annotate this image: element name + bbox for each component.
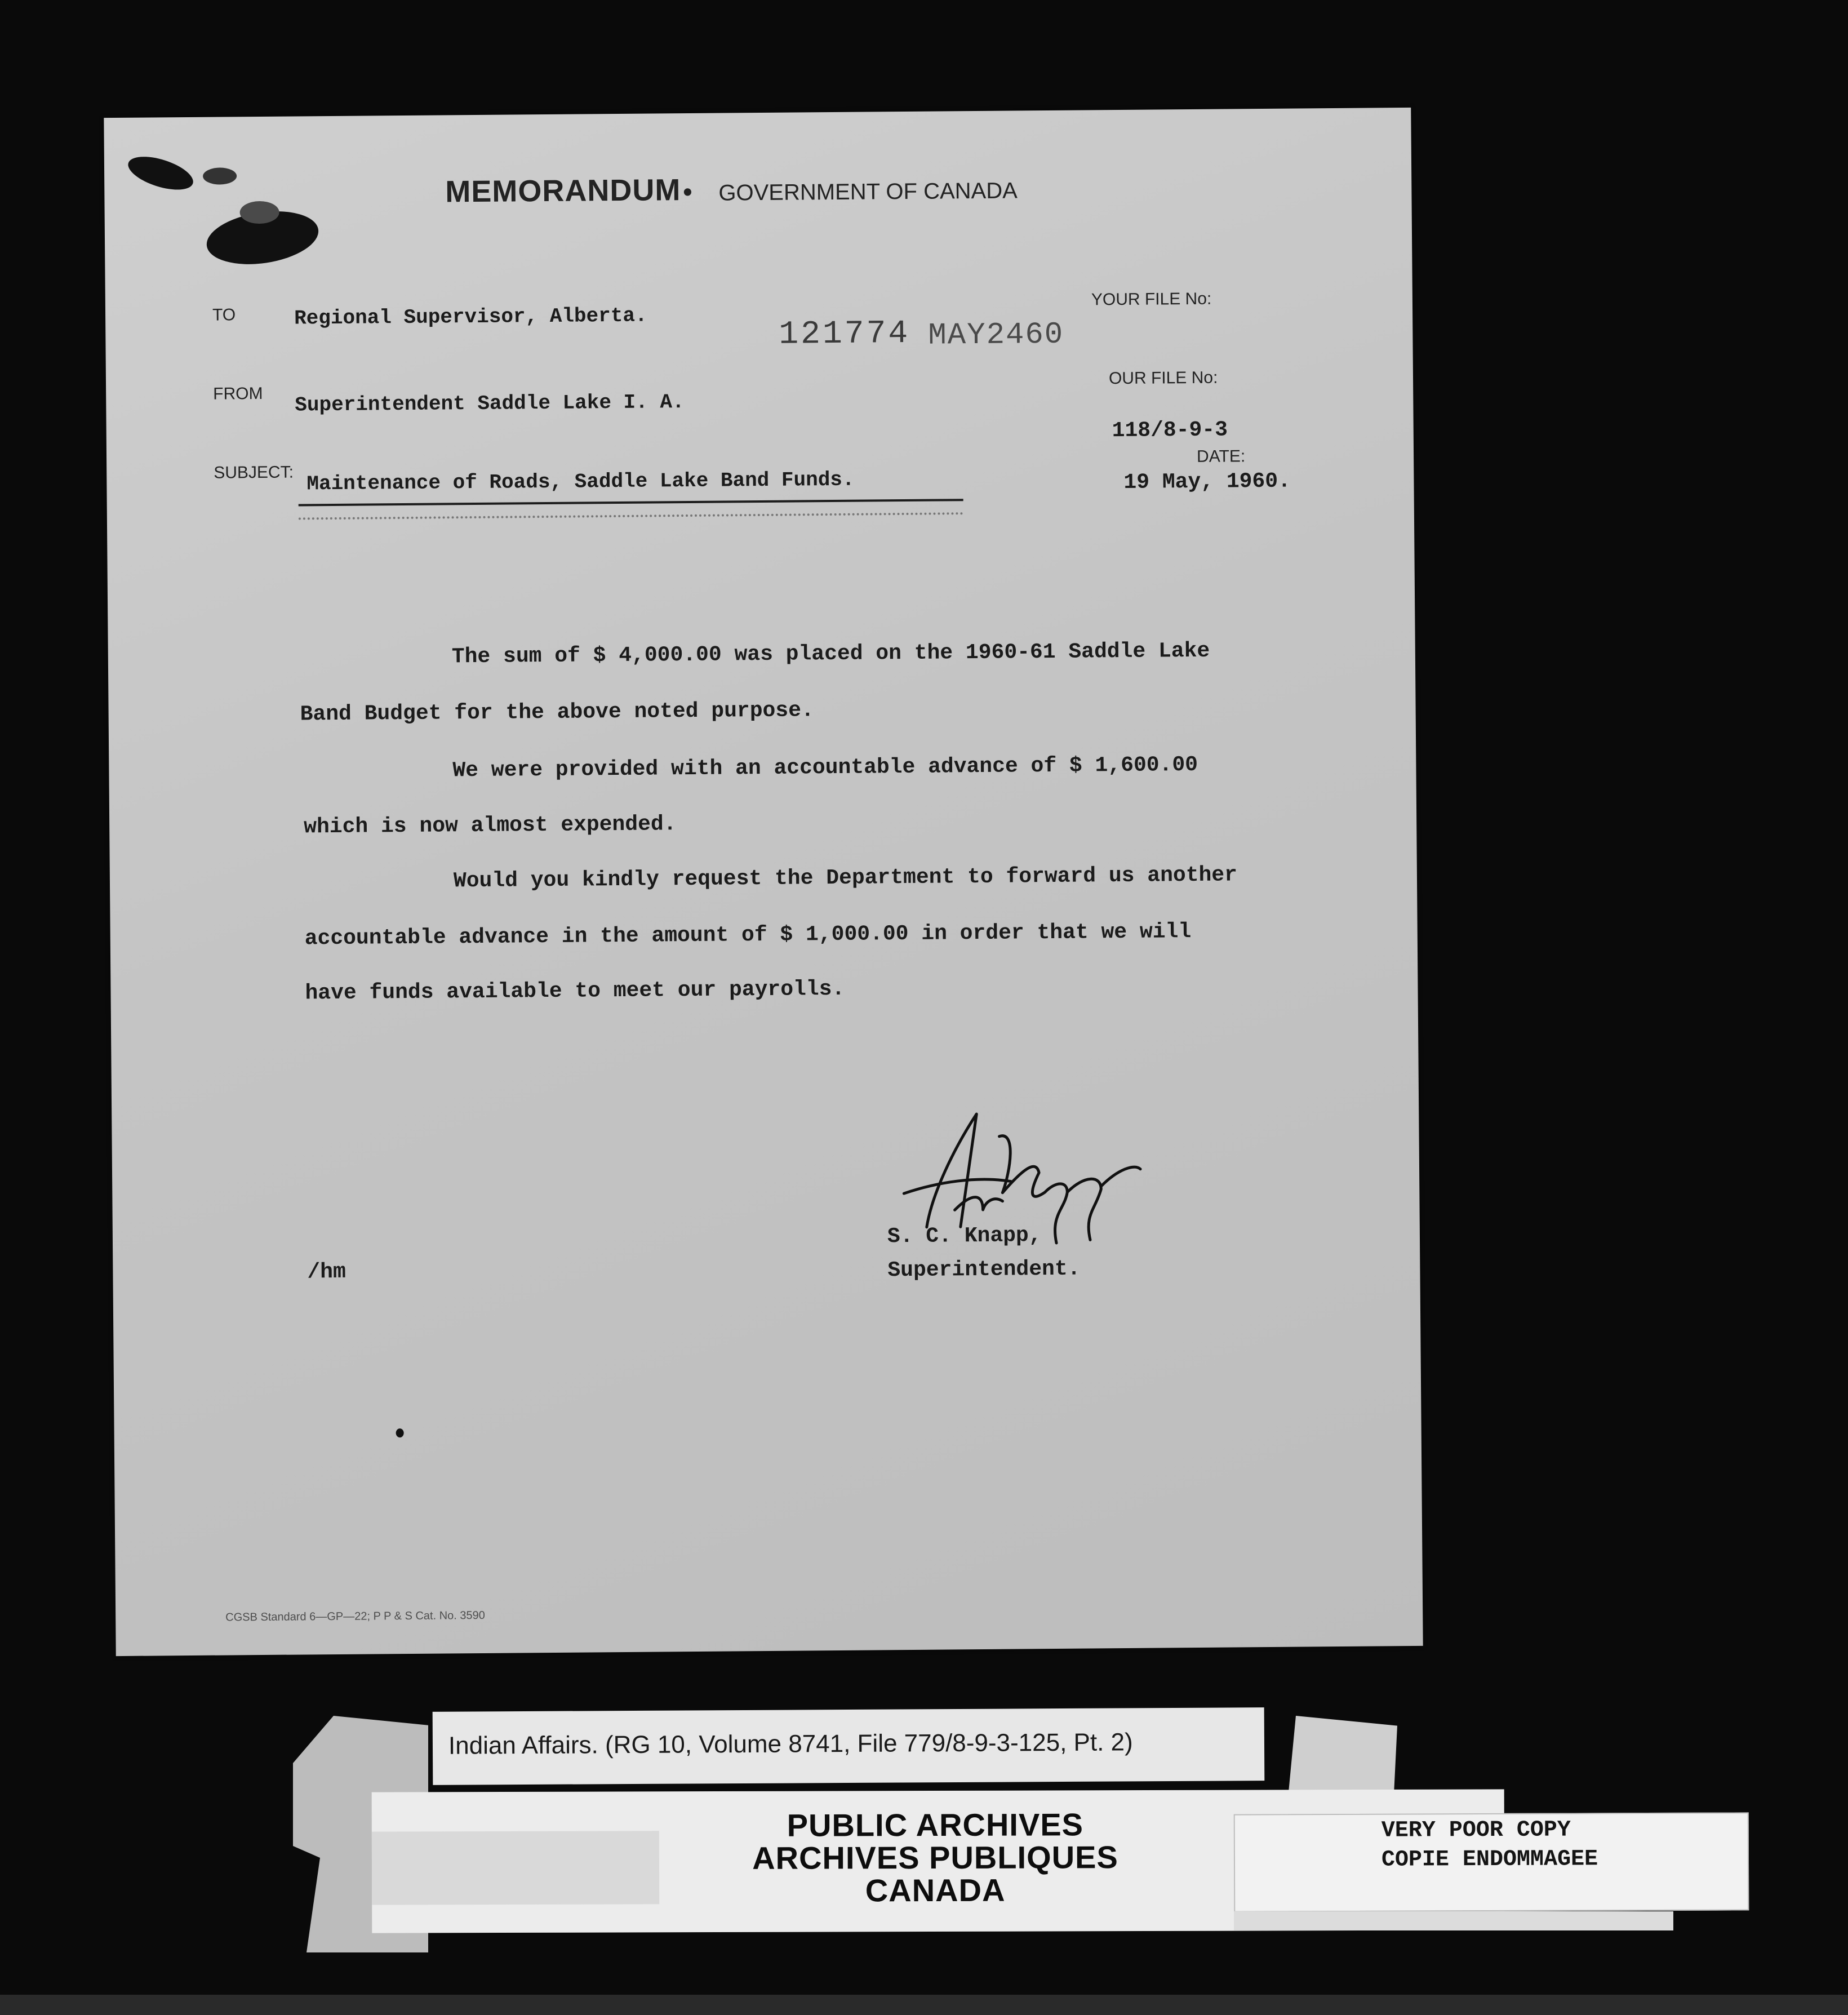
header-separator: • (683, 176, 692, 207)
signatory-name: S. C. Knapp, (887, 1223, 1042, 1249)
form-code: CGSB Standard 6—GP—22; P P & S Cat. No. 3590 (225, 1609, 485, 1624)
date-label: DATE: (1196, 447, 1246, 466)
dotted-rule (299, 512, 963, 520)
memo-title: MEMORANDUM (445, 173, 681, 209)
recipient: Regional Supervisor, Alberta. (294, 304, 647, 330)
archive-name-english: PUBLIC ARCHIVES (787, 1807, 1084, 1843)
film-edge (0, 1995, 1848, 2015)
our-file-label: OUR FILE No: (1108, 368, 1218, 388)
memo-date: 19 May, 1960. (1123, 469, 1291, 495)
typist-initials: /hm (307, 1259, 346, 1285)
label-edge (1234, 1911, 1673, 1930)
ink-smudge (125, 150, 197, 196)
body-line: which is now almost expended. (304, 812, 677, 840)
received-stamp-number: 121774 (779, 315, 910, 353)
subject-underline (299, 499, 963, 506)
your-file-label: YOUR FILE No: (1091, 289, 1212, 309)
ink-smudge (203, 167, 237, 184)
body-line: have funds available to meet our payrolls. (305, 977, 845, 1006)
ink-speck (396, 1428, 404, 1437)
signatory-title: Superintendent. (887, 1257, 1081, 1283)
body-line: accountable advance in the amount of $ 1,000.00 in order that we will (304, 920, 1192, 951)
handwritten-signature (886, 1096, 1147, 1284)
memorandum-page (104, 108, 1423, 1656)
subject: Maintenance of Roads, Saddle Lake Band Funds. (306, 468, 855, 496)
our-file-number: 118/8-9-3 (1112, 418, 1228, 443)
body-line: We were provided with an accountable advance of $ 1,600.00 (452, 752, 1198, 783)
sender: Superintendent Saddle Lake I. A. (295, 390, 685, 417)
copy-condition-label (1234, 1812, 1749, 1912)
from-label: FROM (213, 384, 263, 403)
body-line: Would you kindly request the Department to forward us another (453, 863, 1238, 894)
body-line: Band Budget for the above noted purpose. (300, 698, 814, 727)
archive-reference: Indian Affairs. (RG 10, Volume 8741, File 779/8-9-3-125, Pt. 2) (448, 1728, 1133, 1760)
condition-french: COPIE ENDOMMAGEE (1381, 1847, 1598, 1873)
body-line: The sum of $ 4,000.00 was placed on the 1960-61 Saddle Lake (451, 638, 1210, 669)
archive-reference-label (433, 1707, 1265, 1785)
received-stamp-date: MAY2460 (928, 317, 1064, 353)
to-label: TO (212, 305, 236, 325)
subject-label: SUBJECT: (214, 463, 294, 482)
government-heading: GOVERNMENT OF CANADA (718, 178, 1018, 206)
archive-name-french: ARCHIVES PUBLIQUES (752, 1839, 1118, 1876)
archive-country: CANADA (865, 1872, 1006, 1909)
condition-english: VERY POOR COPY (1381, 1817, 1571, 1844)
